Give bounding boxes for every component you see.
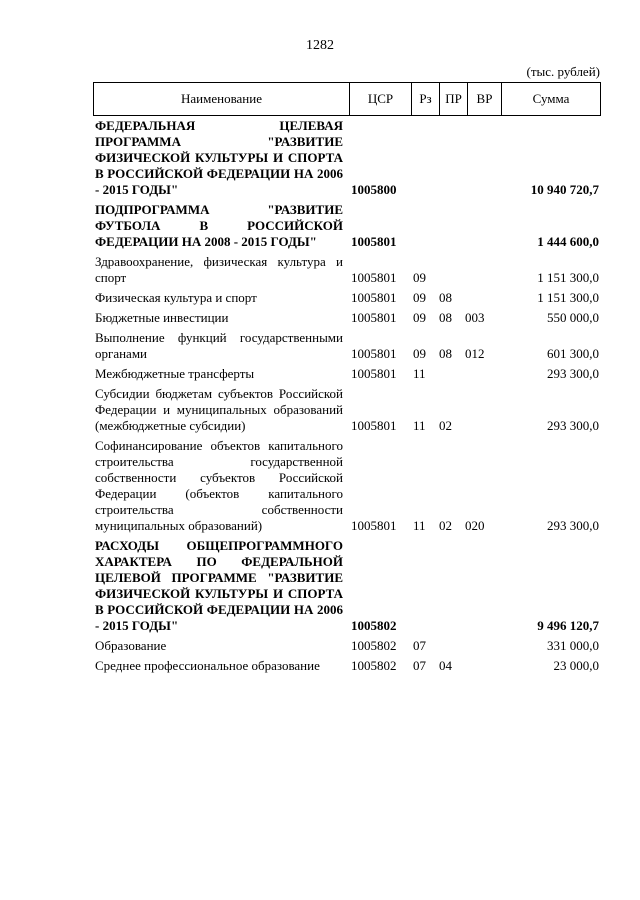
- row-csr: 1005800: [351, 182, 397, 197]
- table-row: [93, 290, 601, 306]
- header-sum: Сумма: [532, 91, 570, 106]
- row-sum: 1 444 600,0: [537, 234, 599, 249]
- row-csr: 1005801: [351, 234, 397, 249]
- table-row: [93, 658, 601, 674]
- row-rz: 09: [413, 346, 426, 361]
- row-rz: 07: [413, 658, 426, 673]
- row-vr: 020: [465, 518, 485, 533]
- row-sum: 293 300,0: [547, 366, 599, 381]
- table-row: [93, 254, 601, 286]
- header-csr: ЦСР: [350, 83, 412, 115]
- row-sum: 601 300,0: [547, 346, 599, 361]
- header-name: Наименование: [94, 83, 350, 115]
- table-row: [93, 438, 601, 534]
- row-csr: 1005801: [351, 310, 397, 325]
- row-pr: 08: [439, 310, 452, 325]
- table-row: [93, 538, 601, 634]
- page-number: 1282: [306, 38, 334, 53]
- row-rz: 11: [413, 366, 426, 381]
- row-sum: 1 151 300,0: [537, 290, 599, 305]
- row-name: Среднее профессиональное образование: [95, 658, 320, 673]
- row-sum: 550 000,0: [547, 310, 599, 325]
- row-csr: 1005801: [351, 270, 397, 285]
- row-name: Образование: [95, 638, 167, 653]
- table-row: [93, 386, 601, 434]
- row-rz: 11: [413, 418, 426, 433]
- row-name: Субсидии бюджетам субъектов Российской Федерации и муниципальных образований (межбюджетные субсидии): [95, 386, 343, 433]
- row-name: Межбюджетные трансферты: [95, 366, 255, 381]
- table-row: [93, 202, 601, 250]
- row-rz: 09: [413, 270, 426, 285]
- row-pr: 02: [439, 418, 452, 433]
- row-rz: 09: [413, 310, 426, 325]
- table-row: [93, 366, 601, 382]
- row-rz: 07: [413, 638, 426, 653]
- row-csr: 1005801: [351, 346, 397, 361]
- row-csr: 1005801: [351, 418, 397, 433]
- row-pr: 08: [439, 346, 452, 361]
- row-pr: 02: [439, 518, 452, 533]
- row-rz: 09: [413, 290, 426, 305]
- row-vr: 012: [465, 346, 485, 361]
- row-name: Физическая культура и спорт: [95, 290, 257, 305]
- row-name: ПОДПРОГРАММА "РАЗВИТИЕ ФУТБОЛА В РОССИЙСКОЙ ФЕДЕРАЦИИ НА 2008 - 2015 ГОДЫ": [95, 202, 343, 249]
- table-row: [93, 330, 601, 362]
- row-sum: 23 000,0: [553, 658, 599, 673]
- row-csr: 1005802: [351, 638, 397, 653]
- budget-table: [93, 82, 601, 674]
- row-name: Софинансирование объектов капитального строительства государственной собственности субъектов Российской Федерации (объектов капитального строительства собственности муниципальных образований): [95, 438, 343, 533]
- row-csr: 1005801: [351, 366, 397, 381]
- row-name: ФЕДЕРАЛЬНАЯ ЦЕЛЕВАЯ ПРОГРАММА "РАЗВИТИЕ ФИЗИЧЕСКОЙ КУЛЬТУРЫ И СПОРТА В РОССИЙСКОЙ ФЕДЕРАЦИИ НА 2006 - 2015 ГОДЫ": [95, 118, 343, 197]
- row-name: РАСХОДЫ ОБЩЕПРОГРАММНОГО ХАРАКТЕРА ПО ФЕДЕРАЛЬНОЙ ЦЕЛЕВОЙ ПРОГРАММЕ "РАЗВИТИЕ ФИЗИЧЕСКОЙ КУЛЬТУРЫ И СПОРТА В РОССИЙСКОЙ ФЕДЕРАЦИИ НА 2006 - 2015 ГОДЫ": [95, 538, 343, 633]
- row-csr: 1005802: [351, 658, 397, 673]
- table-row: [93, 118, 601, 198]
- row-csr: 1005802: [351, 618, 397, 633]
- row-csr: 1005801: [351, 290, 397, 305]
- row-name: Бюджетные инвестиции: [95, 310, 229, 325]
- row-name: Здравоохранение, физическая культура и спорт: [95, 254, 343, 285]
- row-name: Выполнение функций государственными органами: [95, 330, 343, 361]
- row-sum: 293 300,0: [547, 418, 599, 433]
- header-rz: Рз: [412, 83, 440, 115]
- row-pr: 04: [439, 658, 452, 673]
- row-sum: 293 300,0: [547, 518, 599, 533]
- table-header: [93, 82, 601, 116]
- table-row: [93, 310, 601, 326]
- row-sum: 9 496 120,7: [537, 618, 599, 633]
- row-sum: 331 000,0: [547, 638, 599, 653]
- header-vr: ВР: [468, 83, 502, 115]
- header-pr: ПР: [440, 83, 468, 115]
- row-sum: 10 940 720,7: [530, 182, 599, 197]
- row-vr: 003: [465, 310, 485, 325]
- table-row: [93, 638, 601, 654]
- row-rz: 11: [413, 518, 426, 533]
- row-pr: 08: [439, 290, 452, 305]
- units-label: (тыс. рублей): [526, 64, 600, 79]
- row-sum: 1 151 300,0: [537, 270, 599, 285]
- row-csr: 1005801: [351, 518, 397, 533]
